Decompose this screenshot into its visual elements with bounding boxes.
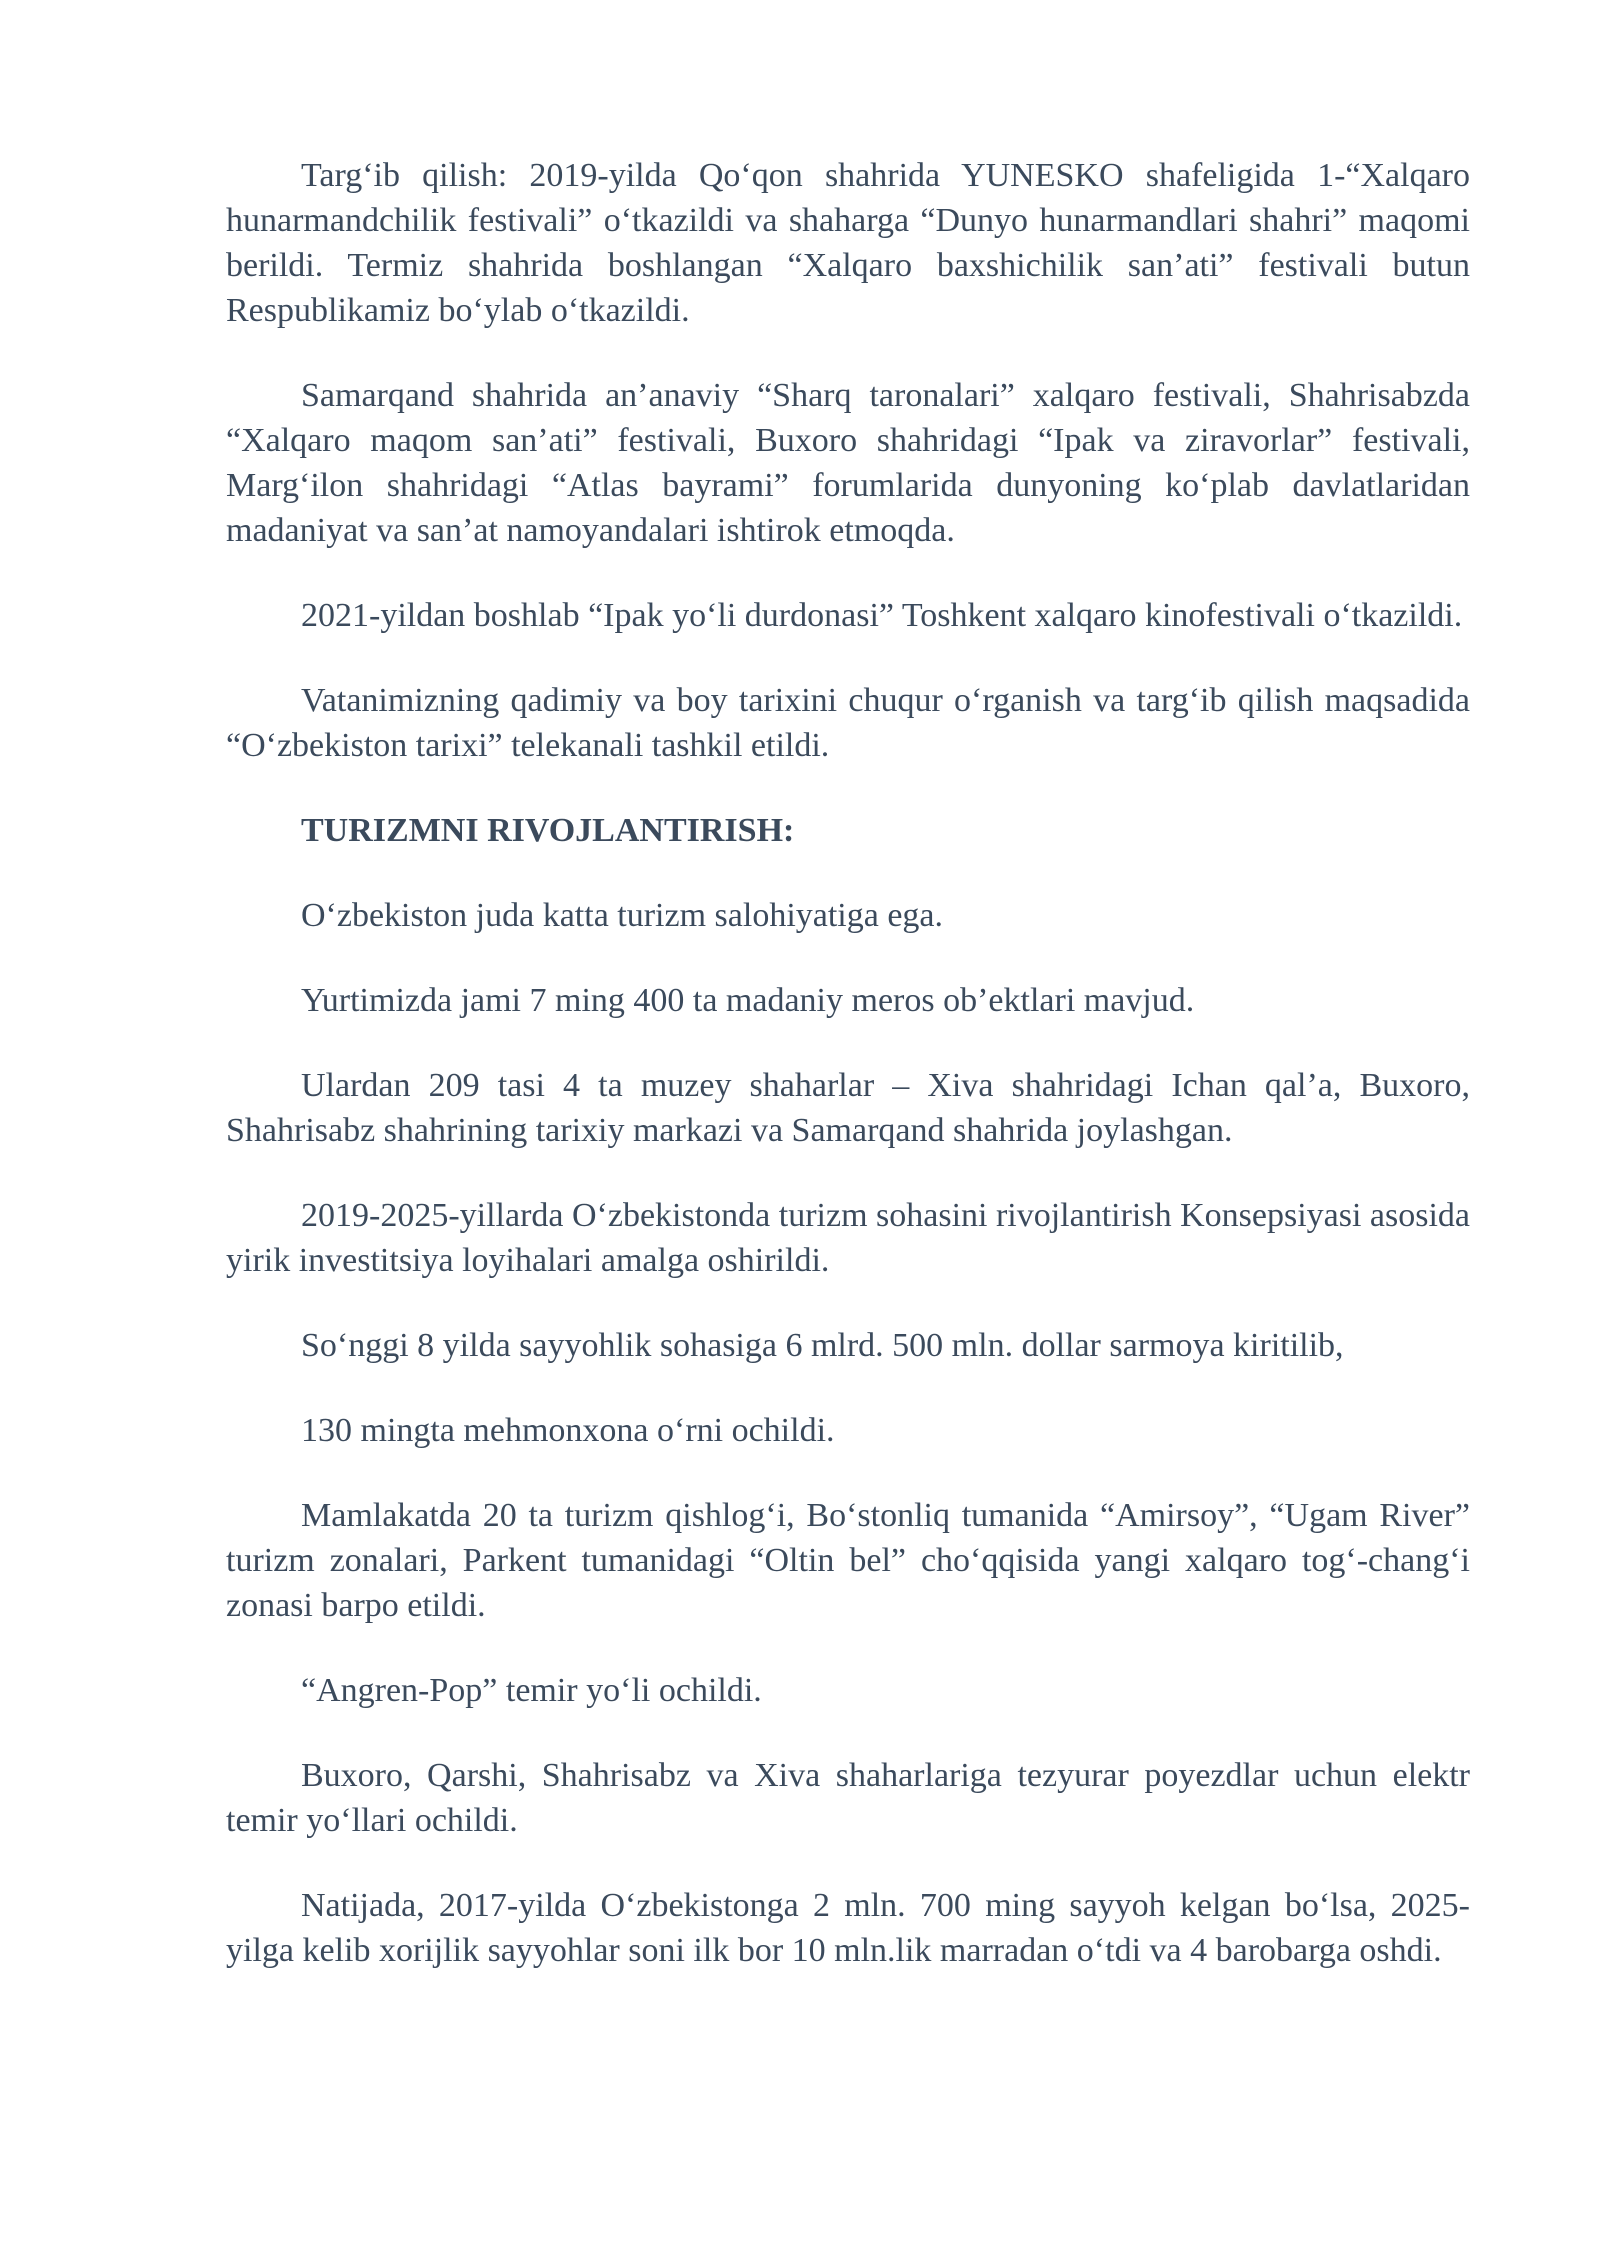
paragraph-tourism-potential: O‘zbekiston juda katta turizm salohiyatiga ega. [301, 897, 944, 934]
section-heading-tourism: TURIZMNI RIVOJLANTIRISH: [301, 812, 795, 849]
paragraph-tourism-zones: Mamlakatda 20 ta turizm qishlog‘i, Bo‘stonliq tumanida “Amirsoy”, “Ugam River” turizm zonalari, Parkent tumanidagi “Oltin bel” cho‘qqisida yangi xalqaro tog‘-chang‘i zonasi barpo etildi. [226, 1497, 1470, 1624]
paragraph-tourist-results: Natijada, 2017-yilda O‘zbekistonga 2 mln. 700 ming sayyoh kelgan bo‘lsa, 2025-yilga kelib xorijlik sayyohlar soni ilk bor 10 mln.lik marradan o‘tdi va 4 barobarga oshdi. [226, 1887, 1470, 1969]
paragraph-museum-cities: Ulardan 209 tasi 4 ta muzey shaharlar – Xiva shahridagi Ichan qal’a, Buxoro, Shahrisabz shahrining tarixiy markazi va Samarqand shahrida joylashgan. [226, 1067, 1470, 1149]
paragraph-international-festivals: Samarqand shahrida an’anaviy “Sharq taronalari” xalqaro festivali, Shahrisabzda “Xalqaro maqom san’ati” festivali, Buxoro shahridagi “Ipak va ziravorlar” festivali, Marg‘ilon shahridagi “Atlas bayrami” forumlarida dunyoning ko‘plab davlatlaridan madaniyat va san’at namoyandalari ishtirok etmoqda. [226, 377, 1470, 549]
paragraph-promotion-festivals: Targ‘ib qilish: 2019-yilda Qo‘qon shahrida YUNESKO shafeligida 1-“Xalqaro hunarmandchilik festivali” o‘tkazildi va shaharga “Dunyo hunarmandlari shahri” maqomi berildi. Termiz shahrida boshlangan “Xalqaro baxshichilik san’ati” festivali butun Respublikamiz bo‘ylab o‘tkazildi. [226, 157, 1470, 329]
paragraph-tourism-concept: 2019-2025-yillarda O‘zbekistonda turizm sohasini rivojlantirish Konsepsiyasi asosida yirik investitsiya loyihalari amalga oshirildi. [226, 1197, 1471, 1279]
paragraph-railway-angren-pop: “Angren-Pop” temir yo‘li ochildi. [301, 1672, 762, 1709]
paragraph-investment: So‘nggi 8 yilda sayyohlik sohasiga 6 mlrd. 500 mln. dollar sarmoya kiritilib, [301, 1327, 1344, 1364]
document-body [226, 153, 1470, 1973]
paragraph-hotel-rooms: 130 mingta mehmonxona o‘rni ochildi. [301, 1412, 835, 1449]
paragraph-film-festival: 2021-yildan boshlab “Ipak yo‘li durdonasi” Toshkent xalqaro kinofestivali o‘tkazildi. [301, 597, 1463, 634]
paragraph-high-speed-rail: Buxoro, Qarshi, Shahrisabz va Xiva shaharlariga tezyurar poyezdlar uchun elektr temir yo‘llari ochildi. [226, 1757, 1470, 1839]
paragraph-history-tv-channel: Vatanimizning qadimiy va boy tarixini chuqur o‘rganish va targ‘ib qilish maqsadida “O‘zbekiston tarixi” telekanali tashkil etildi. [226, 682, 1470, 764]
paragraph-heritage-objects: Yurtimizda jami 7 ming 400 ta madaniy meros ob’ektlari mavjud. [301, 982, 1195, 1019]
